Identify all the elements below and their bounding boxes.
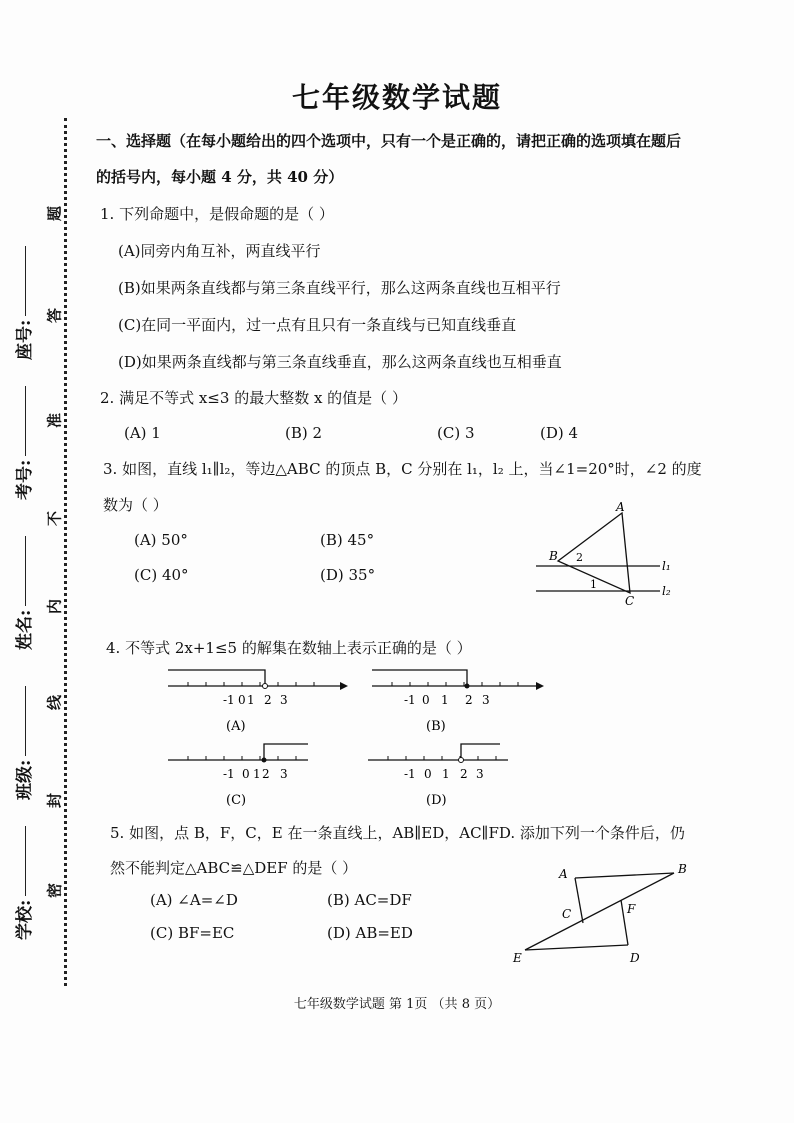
segment-eb (525, 873, 674, 950)
tick-label: 2 (465, 693, 473, 707)
q4-label-b[interactable]: (B) (426, 719, 446, 734)
label-e: E (513, 951, 522, 965)
name-field[interactable] (10, 536, 35, 650)
segment-ac (575, 878, 583, 923)
seal-char: 内 (45, 599, 64, 615)
tick-label: 1 (442, 767, 450, 781)
q4-numberline-d (360, 738, 550, 810)
q3-stem-line2: 数为（ ） (103, 496, 168, 514)
tick-label: 1 (253, 767, 261, 781)
section-heading-line1: 一、选择题（在每小题给出的四个选项中，只有一个是正确的，请把正确的选项填在题后 (96, 132, 682, 150)
label-angle-1: 1 (590, 578, 597, 591)
page-footer: 七年级数学试题 第 1页 （共 8 页） (293, 997, 501, 1012)
seal-char: 准 (45, 413, 64, 429)
exam-no-label: 考号: (15, 459, 35, 500)
tick-label: -1 (404, 767, 416, 781)
q4-label-d[interactable]: (D) (426, 793, 447, 808)
seal-dotted-line (64, 118, 67, 986)
label-l2: l₂ (662, 584, 671, 598)
tick-label: 0 (424, 767, 432, 781)
label-f: F (627, 902, 636, 916)
school-label: 学校: (15, 899, 35, 940)
class-field[interactable] (10, 686, 35, 800)
q5-stem-line1: 5. 如图，点 B，F，C，E 在一条直线上，AB∥ED，AC∥FD. 添加下列一个条件后，仍 (110, 824, 685, 842)
q5-stem-line2: 然不能判定△ABC≌△DEF 的是（ ） (110, 859, 358, 877)
page-title: 七年级数学试题 (291, 81, 502, 114)
seal-char: 线 (45, 695, 64, 711)
q1-option-b[interactable]: (B)如果两条直线都与第三条直线平行，那么这两条直线也互相平行 (118, 279, 561, 297)
q1-option-d[interactable]: (D)如果两条直线都与第三条直线垂直，那么这两条直线也互相垂直 (118, 353, 562, 371)
q3-option-b[interactable]: (B) 45° (320, 531, 375, 549)
label-a: A (559, 867, 568, 881)
label-c: C (562, 907, 572, 921)
q5-option-d[interactable]: (D) AB=ED (327, 924, 413, 942)
q3-stem-line1: 3. 如图，直线 l₁∥l₂，等边△ABC 的顶点 B，C 分别在 l₁，l₂ 上，当∠1=20°时，∠2 的度 (103, 460, 702, 478)
q3-option-d[interactable]: (D) 35° (320, 566, 376, 584)
q3-figure (530, 498, 680, 610)
tick-label: -1 (223, 693, 235, 707)
q4-label-c[interactable]: (C) (226, 793, 247, 808)
tick-label: 0 (242, 767, 250, 781)
tick-label: 0 (422, 693, 430, 707)
tick-label: -1 (404, 693, 416, 707)
q2-option-b[interactable]: (B) 2 (285, 424, 323, 442)
segment-ab (575, 873, 674, 878)
q2-option-c[interactable]: (C) 3 (437, 424, 475, 442)
label-b: B (678, 862, 687, 876)
q3-option-c[interactable]: (C) 40° (134, 566, 189, 584)
seal-char: 不 (45, 511, 64, 527)
q2-option-d[interactable]: (D) 4 (540, 424, 579, 442)
name-label: 姓名: (15, 609, 35, 650)
q5-option-b[interactable]: (B) AC=DF (327, 891, 412, 909)
section-heading-line2: 的括号内，每小题 4 分，共 40 分） (96, 168, 344, 186)
tick-label: 1 (441, 693, 449, 707)
q1-stem: 1. 下列命题中，是假命题的是（ ） (100, 205, 334, 223)
label-c: C (625, 594, 635, 608)
label-a: A (616, 500, 625, 514)
class-label: 班级: (15, 759, 35, 800)
tick-label: 3 (280, 767, 288, 781)
exam-no-field[interactable] (10, 386, 35, 500)
tick-label: -1 (223, 767, 235, 781)
seal-char: 答 (45, 308, 64, 324)
label-l1: l₁ (662, 559, 671, 573)
tick-label: 2 (460, 767, 468, 781)
q5-option-c[interactable]: (C) BF=EC (150, 924, 235, 942)
label-b: B (549, 549, 558, 563)
tick-label: 2 (264, 693, 272, 707)
q4-numberline-b (364, 664, 554, 736)
seal-char: 题 (45, 206, 64, 222)
seal-char: 密 (45, 883, 64, 899)
tick-label: 3 (280, 693, 288, 707)
tick-label: 3 (476, 767, 484, 781)
label-angle-2: 2 (576, 551, 583, 564)
school-field[interactable] (10, 826, 35, 940)
tick-label: 3 (482, 693, 490, 707)
binding-strip (0, 0, 90, 1123)
q5-figure (506, 858, 706, 968)
q1-option-c[interactable]: (C)在同一平面内，过一点有且只有一条直线与已知直线垂直 (118, 316, 517, 334)
q3-option-a[interactable]: (A) 50° (134, 531, 188, 549)
q4-numberline-a (160, 664, 350, 736)
q5-option-a[interactable]: (A) ∠A=∠D (150, 891, 238, 909)
tick-label: 1 (247, 693, 255, 707)
q1-option-a[interactable]: (A)同旁内角互补，两直线平行 (118, 242, 321, 260)
tick-label: 2 (262, 767, 270, 781)
q4-numberline-c (160, 738, 350, 810)
tick-label: 0 (238, 693, 246, 707)
seal-char: 封 (45, 793, 64, 809)
seat-no-field[interactable] (10, 246, 35, 360)
q2-stem: 2. 满足不等式 x≤3 的最大整数 x 的值是（ ） (100, 389, 407, 407)
seat-no-label: 座号: (15, 319, 35, 360)
q2-option-a[interactable]: (A) 1 (124, 424, 161, 442)
segment-ed (525, 945, 628, 950)
q4-label-a[interactable]: (A) (226, 719, 246, 734)
q4-stem: 4. 不等式 2x+1≤5 的解集在数轴上表示正确的是（ ） (106, 639, 472, 657)
label-d: D (630, 951, 640, 965)
